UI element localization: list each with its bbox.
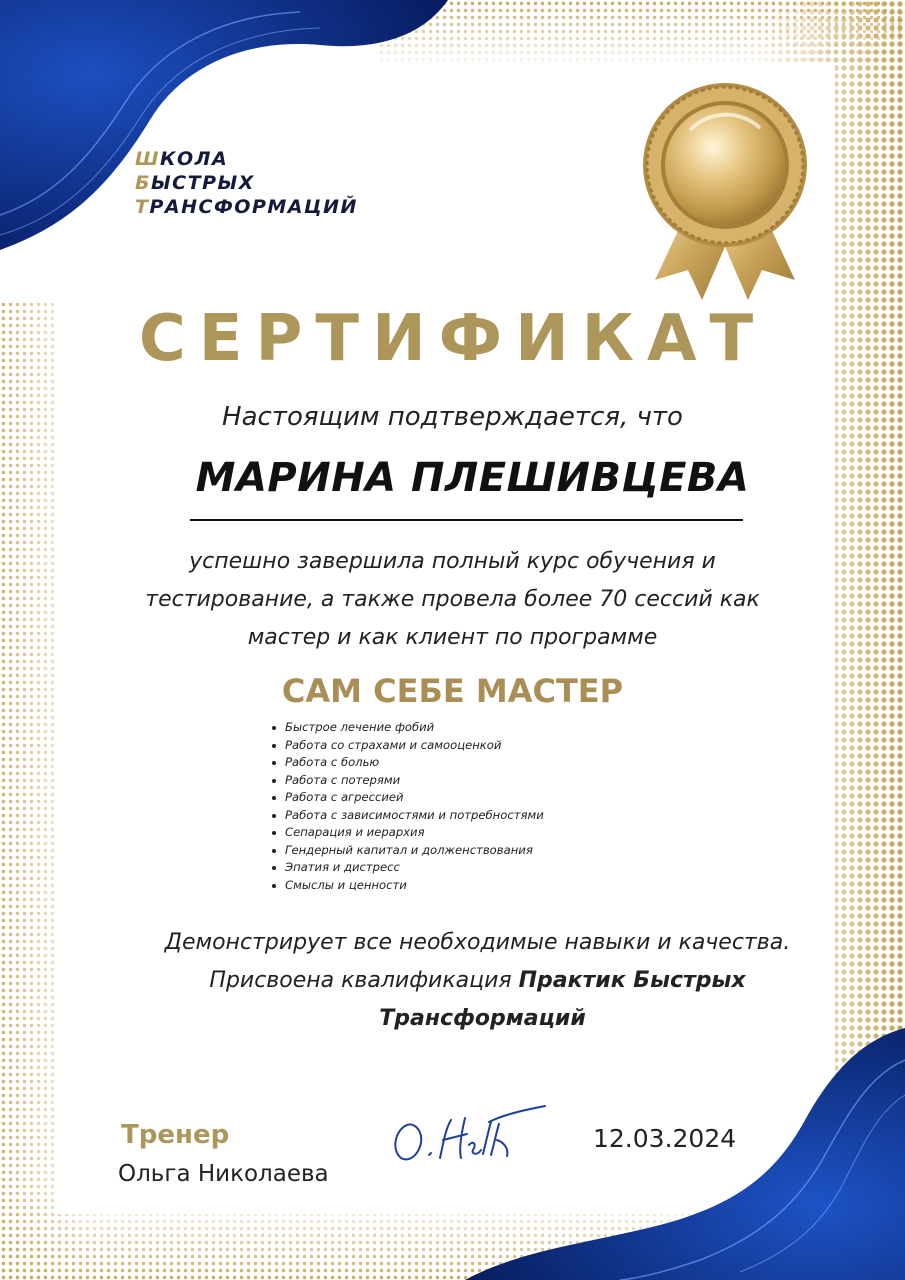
closing-line-1: Демонстрирует все необходимые навыки и качества.: [164, 930, 791, 955]
logo-line-2: БЫСТРЫХ: [135, 172, 255, 194]
school-logo: [135, 147, 358, 219]
list-item: Работа с потерями: [272, 772, 544, 790]
confirmation-text: Настоящим подтверждается, что: [222, 402, 683, 432]
closing-line-2: Присвоена квалификация Практик Быстрых: [209, 968, 746, 993]
qualification-part-2: Трансформаций: [379, 1006, 586, 1031]
certificate-title: СЕРТИФИКАТ: [138, 302, 767, 376]
list-item: Работа с зависимостями и потребностями: [272, 807, 544, 825]
skills-list: [272, 719, 544, 894]
list-item: Работа с болью: [272, 754, 544, 772]
trainer-name: Ольга Николаева: [118, 1161, 329, 1187]
recipient-name: МАРИНА ПЛЕШИВЦЕВА: [195, 455, 750, 501]
list-item: Эпатия и дистресс: [272, 859, 544, 877]
closing-statement: [0, 924, 905, 1038]
list-item: Быстрое лечение фобий: [272, 719, 544, 737]
trainer-label: Тренер: [121, 1120, 230, 1150]
name-underline: [190, 519, 743, 521]
list-item: Сепарация и иерархия: [272, 824, 544, 842]
qualification-part-1: Практик Быстрых: [518, 968, 746, 993]
signature-icon: [385, 1100, 555, 1170]
program-title: САМ СЕБЕ МАСТЕР: [281, 672, 624, 710]
issue-date: 12.03.2024: [593, 1124, 737, 1153]
description-line: мастер и как клиент по программе: [247, 625, 658, 650]
logo-line-3: ТРАНСФОРМАЦИЙ: [135, 196, 358, 218]
description-line: тестирование, а также провела более 70 сессий как: [145, 587, 760, 612]
course-description: [30, 543, 875, 657]
list-item: Смыслы и ценности: [272, 877, 544, 895]
description-line: успешно завершила полный курс обучения и: [189, 549, 716, 574]
closing-line-3: [0, 1000, 905, 1038]
logo-line-1: ШКОЛА: [135, 148, 229, 170]
list-item: Гендерный капитал и долженствования: [272, 842, 544, 860]
list-item: Работа с агрессией: [272, 789, 544, 807]
list-item: Работа со страхами и самооценкой: [272, 737, 544, 755]
